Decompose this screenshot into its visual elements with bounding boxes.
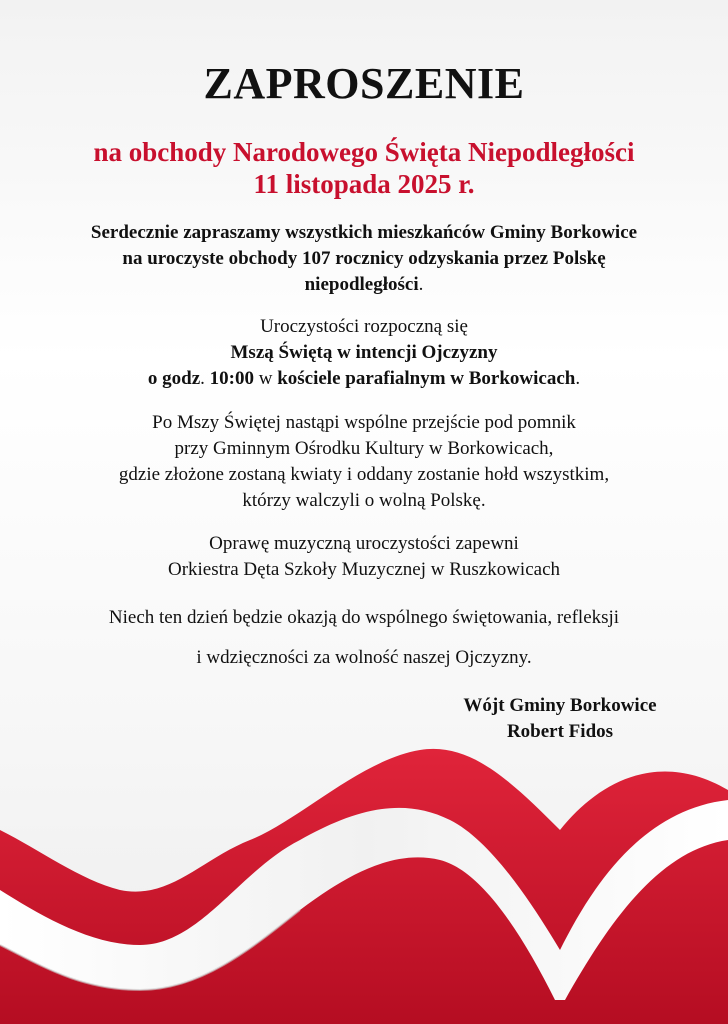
event-date: 11 listopada 2025 r. bbox=[253, 169, 475, 199]
signature-name: Robert Fidos bbox=[506, 721, 614, 742]
mass-place: kościele parafialnym w Borkowicach bbox=[277, 368, 576, 389]
intro-line-2: na uroczyste obchody 107 rocznicy odzyskania przez Polskę bbox=[122, 248, 606, 269]
closing-line-2: i wdzięczności za wolność naszej Ojczyzny. bbox=[196, 647, 532, 668]
page-title: ZAPROSZENIE bbox=[203, 59, 525, 108]
closing-line-1: Niech ten dzień będzie okazją do wspólnego świętowania, refleksji bbox=[108, 607, 620, 628]
mass-time: 10:00 bbox=[209, 368, 254, 389]
music-paragraph bbox=[20, 531, 708, 583]
signature-block bbox=[440, 693, 680, 745]
intro-paragraph bbox=[20, 220, 708, 298]
mass-place-tail: . bbox=[575, 368, 581, 389]
music-line-1: Oprawę muzyczną uroczystości zapewni bbox=[209, 533, 519, 554]
mass-time-prefix: o godz bbox=[147, 368, 201, 389]
procession-line-1: Po Mszy Świętej nastąpi wspólne przejście pod pomnik bbox=[152, 412, 576, 433]
event-subtitle bbox=[0, 136, 728, 200]
event-name: na obchody Narodowego Święta Niepodległości bbox=[93, 137, 635, 167]
procession-line-3: gdzie złożone zostaną kwiaty i oddany zostanie hołd wszystkim, bbox=[118, 464, 610, 485]
mass-line-2: Mszą Świętą w intencji Ojczyzny bbox=[230, 342, 498, 363]
intro-line-3: niepodległości bbox=[304, 274, 419, 295]
procession-line-4: którzy walczyli o wolną Polskę. bbox=[242, 490, 486, 511]
mass-time-line bbox=[20, 366, 708, 392]
mass-time-dot: . bbox=[200, 368, 210, 389]
mass-line-1: Uroczystości rozpoczną się bbox=[260, 316, 468, 337]
procession-paragraph bbox=[20, 410, 708, 514]
intro-line-1: Serdecznie zapraszamy wszystkich mieszkańców Gminy Borkowice bbox=[90, 222, 638, 243]
procession-line-2: przy Gminnym Ośrodku Kultury w Borkowicach, bbox=[174, 438, 554, 459]
music-line-2: Orkiestra Dęta Szkoły Muzycznej w Ruszkowicach bbox=[167, 559, 560, 580]
closing-paragraph bbox=[20, 598, 708, 678]
mass-paragraph bbox=[20, 314, 708, 392]
signature-role: Wójt Gminy Borkowice bbox=[463, 695, 657, 716]
polish-flag-ribbon bbox=[0, 740, 728, 1024]
mass-place-prefix: w bbox=[253, 368, 278, 389]
intro-line-3-tail: . bbox=[418, 274, 424, 295]
intro-line-3-wrap bbox=[20, 272, 708, 298]
